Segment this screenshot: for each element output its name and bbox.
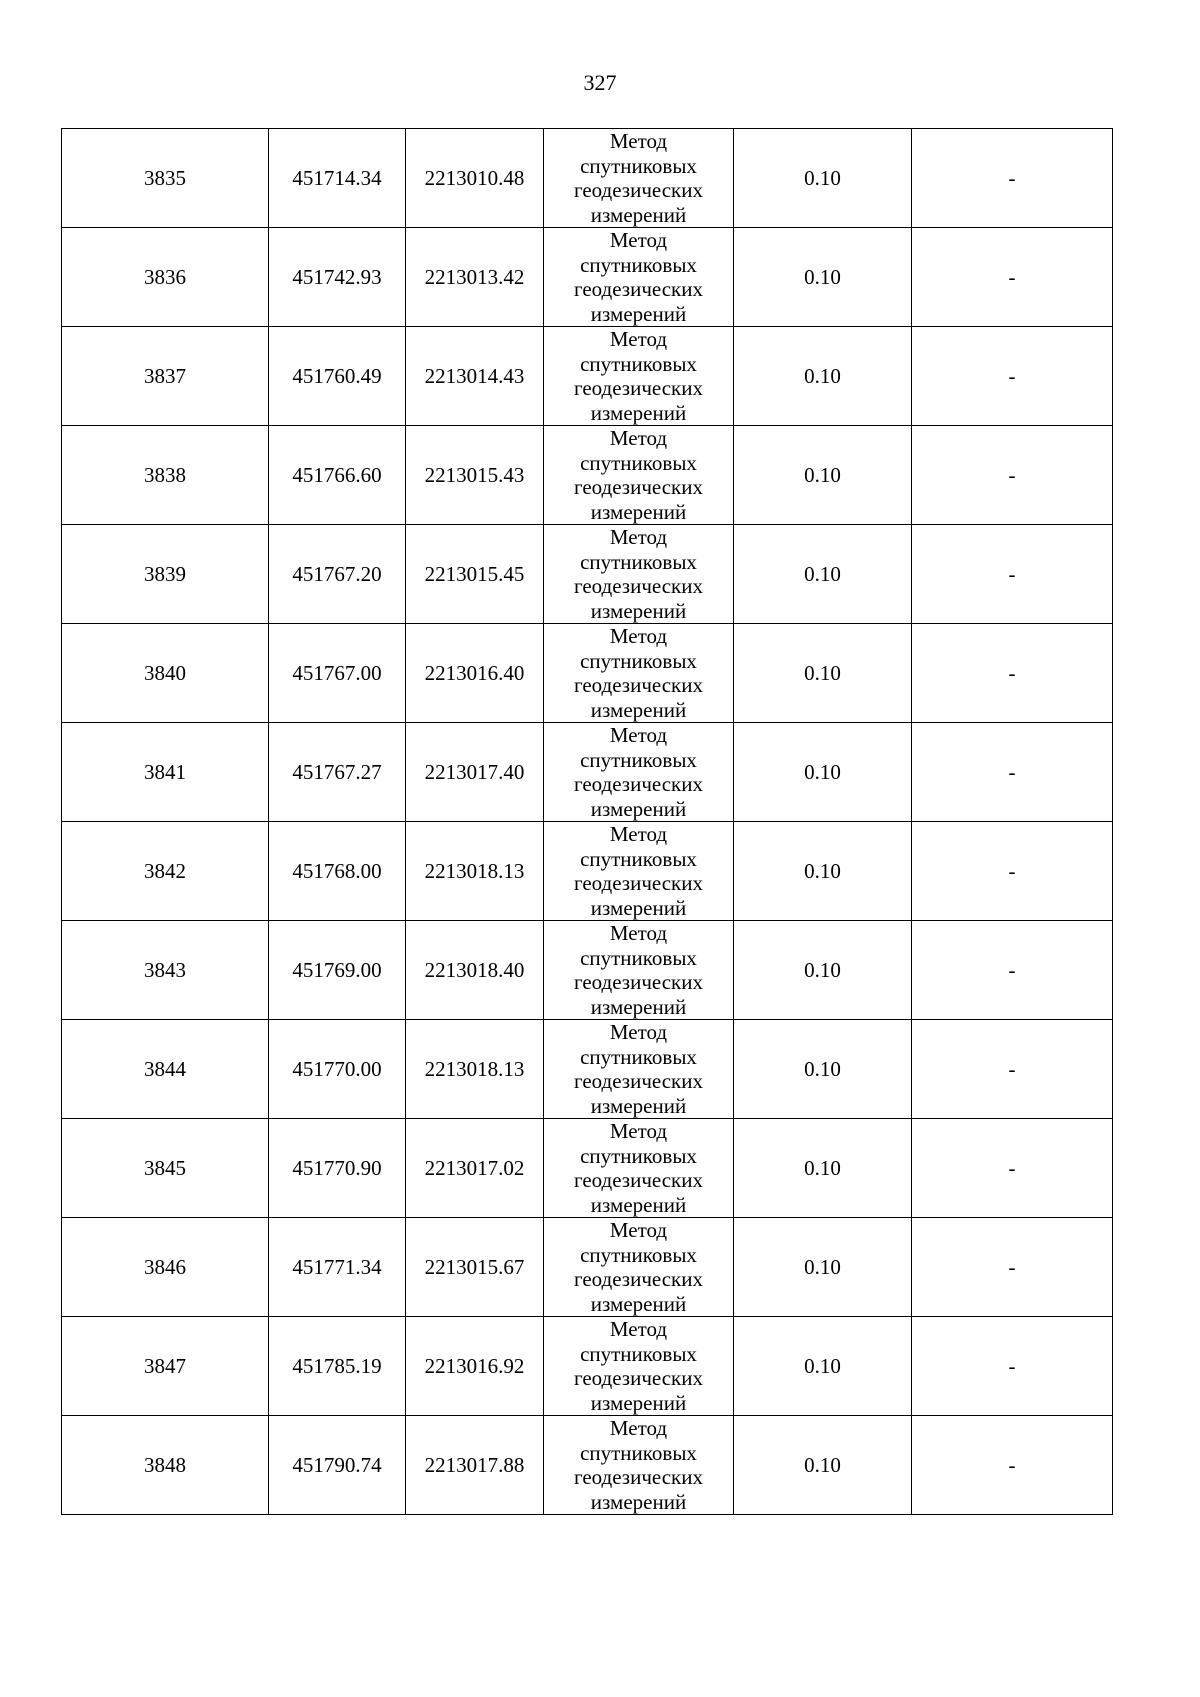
accuracy-cell: 0.10 bbox=[734, 822, 912, 921]
y-coordinate-cell: 2213013.42 bbox=[406, 228, 544, 327]
accuracy-cell: 0.10 bbox=[734, 129, 912, 228]
method-cell: Метод спутниковых геодезических измерений bbox=[544, 1416, 734, 1515]
point-number-cell: 3836 bbox=[62, 228, 269, 327]
y-coordinate-cell: 2213014.43 bbox=[406, 327, 544, 426]
method-cell: Метод спутниковых геодезических измерений bbox=[544, 1020, 734, 1119]
y-coordinate-cell: 2213016.40 bbox=[406, 624, 544, 723]
y-coordinate-cell: 2213010.48 bbox=[406, 129, 544, 228]
table-row bbox=[62, 921, 1113, 1020]
accuracy-cell: 0.10 bbox=[734, 624, 912, 723]
method-cell: Метод спутниковых геодезических измерений bbox=[544, 426, 734, 525]
method-cell: Метод спутниковых геодезических измерений bbox=[544, 822, 734, 921]
accuracy-cell: 0.10 bbox=[734, 1218, 912, 1317]
x-coordinate-cell: 451767.00 bbox=[269, 624, 406, 723]
table-row bbox=[62, 1416, 1113, 1515]
note-cell: - bbox=[912, 723, 1113, 822]
note-cell: - bbox=[912, 624, 1113, 723]
method-cell: Метод спутниковых геодезических измерений bbox=[544, 1119, 734, 1218]
x-coordinate-cell: 451767.27 bbox=[269, 723, 406, 822]
note-cell: - bbox=[912, 525, 1113, 624]
table-row bbox=[62, 129, 1113, 228]
note-cell: - bbox=[912, 822, 1113, 921]
accuracy-cell: 0.10 bbox=[734, 228, 912, 327]
table-row bbox=[62, 1020, 1113, 1119]
x-coordinate-cell: 451785.19 bbox=[269, 1317, 406, 1416]
table-row bbox=[62, 822, 1113, 921]
note-cell: - bbox=[912, 1020, 1113, 1119]
x-coordinate-cell: 451768.00 bbox=[269, 822, 406, 921]
accuracy-cell: 0.10 bbox=[734, 525, 912, 624]
point-number-cell: 3839 bbox=[62, 525, 269, 624]
x-coordinate-cell: 451769.00 bbox=[269, 921, 406, 1020]
note-cell: - bbox=[912, 921, 1113, 1020]
x-coordinate-cell: 451742.93 bbox=[269, 228, 406, 327]
table-row bbox=[62, 426, 1113, 525]
y-coordinate-cell: 2213018.40 bbox=[406, 921, 544, 1020]
table-row bbox=[62, 1119, 1113, 1218]
point-number-cell: 3844 bbox=[62, 1020, 269, 1119]
accuracy-cell: 0.10 bbox=[734, 426, 912, 525]
y-coordinate-cell: 2213017.02 bbox=[406, 1119, 544, 1218]
accuracy-cell: 0.10 bbox=[734, 1317, 912, 1416]
note-cell: - bbox=[912, 327, 1113, 426]
accuracy-cell: 0.10 bbox=[734, 1119, 912, 1218]
method-cell: Метод спутниковых геодезических измерений bbox=[544, 723, 734, 822]
x-coordinate-cell: 451790.74 bbox=[269, 1416, 406, 1515]
point-number-cell: 3842 bbox=[62, 822, 269, 921]
method-cell: Метод спутниковых геодезических измерений bbox=[544, 921, 734, 1020]
accuracy-cell: 0.10 bbox=[734, 1416, 912, 1515]
note-cell: - bbox=[912, 1119, 1113, 1218]
table-row bbox=[62, 1317, 1113, 1416]
y-coordinate-cell: 2213015.45 bbox=[406, 525, 544, 624]
page-number: 327 bbox=[583, 70, 617, 95]
point-number-cell: 3845 bbox=[62, 1119, 269, 1218]
y-coordinate-cell: 2213015.67 bbox=[406, 1218, 544, 1317]
point-number-cell: 3841 bbox=[62, 723, 269, 822]
accuracy-cell: 0.10 bbox=[734, 723, 912, 822]
x-coordinate-cell: 451766.60 bbox=[269, 426, 406, 525]
point-number-cell: 3847 bbox=[62, 1317, 269, 1416]
y-coordinate-cell: 2213017.40 bbox=[406, 723, 544, 822]
x-coordinate-cell: 451770.90 bbox=[269, 1119, 406, 1218]
y-coordinate-cell: 2213017.88 bbox=[406, 1416, 544, 1515]
note-cell: - bbox=[912, 1416, 1113, 1515]
x-coordinate-cell: 451760.49 bbox=[269, 327, 406, 426]
x-coordinate-cell: 451714.34 bbox=[269, 129, 406, 228]
method-cell: Метод спутниковых геодезических измерений bbox=[544, 129, 734, 228]
coordinates-table bbox=[61, 128, 1113, 1515]
y-coordinate-cell: 2213018.13 bbox=[406, 822, 544, 921]
method-cell: Метод спутниковых геодезических измерений bbox=[544, 228, 734, 327]
point-number-cell: 3840 bbox=[62, 624, 269, 723]
table-row bbox=[62, 228, 1113, 327]
x-coordinate-cell: 451770.00 bbox=[269, 1020, 406, 1119]
y-coordinate-cell: 2213015.43 bbox=[406, 426, 544, 525]
method-cell: Метод спутниковых геодезических измерений bbox=[544, 1317, 734, 1416]
accuracy-cell: 0.10 bbox=[734, 921, 912, 1020]
accuracy-cell: 0.10 bbox=[734, 327, 912, 426]
x-coordinate-cell: 451767.20 bbox=[269, 525, 406, 624]
method-cell: Метод спутниковых геодезических измерений bbox=[544, 624, 734, 723]
accuracy-cell: 0.10 bbox=[734, 1020, 912, 1119]
table-row bbox=[62, 525, 1113, 624]
table-row bbox=[62, 1218, 1113, 1317]
point-number-cell: 3846 bbox=[62, 1218, 269, 1317]
coordinates-table-body bbox=[62, 129, 1113, 1515]
table-row bbox=[62, 327, 1113, 426]
x-coordinate-cell: 451771.34 bbox=[269, 1218, 406, 1317]
note-cell: - bbox=[912, 228, 1113, 327]
table-row bbox=[62, 624, 1113, 723]
point-number-cell: 3838 bbox=[62, 426, 269, 525]
note-cell: - bbox=[912, 129, 1113, 228]
y-coordinate-cell: 2213016.92 bbox=[406, 1317, 544, 1416]
table-row bbox=[62, 723, 1113, 822]
y-coordinate-cell: 2213018.13 bbox=[406, 1020, 544, 1119]
method-cell: Метод спутниковых геодезических измерений bbox=[544, 327, 734, 426]
point-number-cell: 3843 bbox=[62, 921, 269, 1020]
point-number-cell: 3835 bbox=[62, 129, 269, 228]
note-cell: - bbox=[912, 1218, 1113, 1317]
note-cell: - bbox=[912, 1317, 1113, 1416]
note-cell: - bbox=[912, 426, 1113, 525]
method-cell: Метод спутниковых геодезических измерений bbox=[544, 525, 734, 624]
method-cell: Метод спутниковых геодезических измерений bbox=[544, 1218, 734, 1317]
point-number-cell: 3848 bbox=[62, 1416, 269, 1515]
point-number-cell: 3837 bbox=[62, 327, 269, 426]
